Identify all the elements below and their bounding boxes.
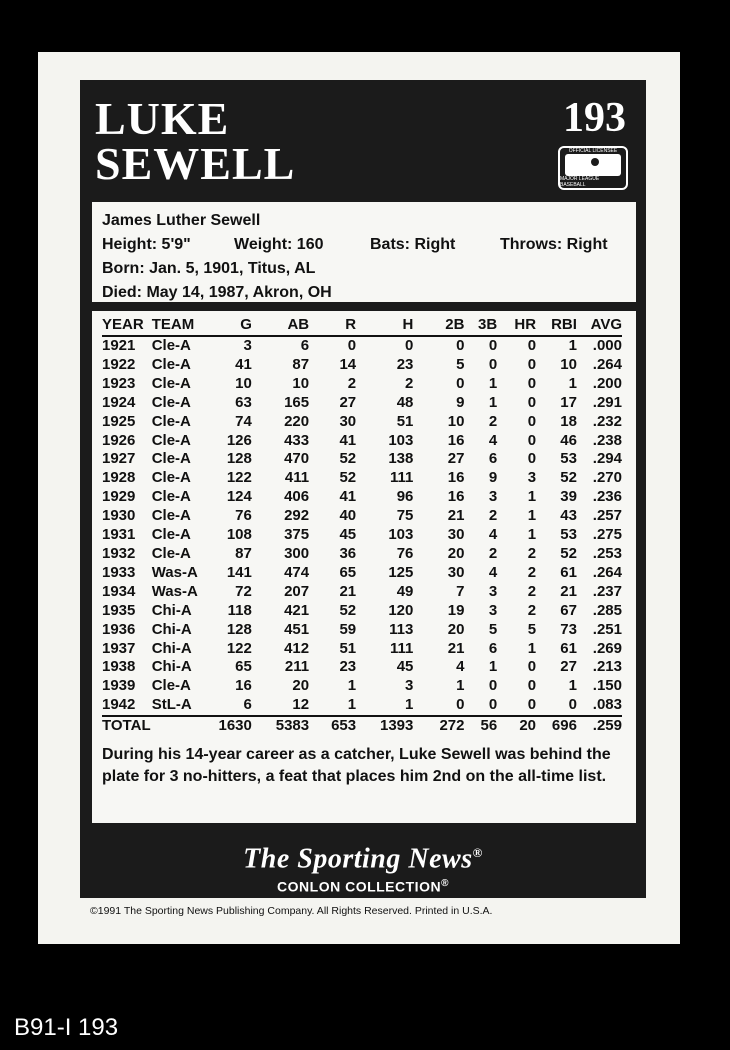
stats-row xyxy=(102,640,622,659)
stats-cell: 211 xyxy=(284,658,310,676)
stats-cell: 96 xyxy=(396,488,414,506)
stats-cell: 220 xyxy=(284,412,310,430)
stats-cell: 1 xyxy=(527,526,537,544)
stats-cell: 20 xyxy=(447,620,465,638)
stats-cell: 2 xyxy=(488,544,498,562)
stats-cell: 141 xyxy=(226,563,252,581)
stats-cell: 2 xyxy=(527,582,537,600)
stats-cell: 16 xyxy=(447,431,465,449)
stats-cell: Cle-A xyxy=(151,677,191,695)
stats-cell: 1 xyxy=(527,488,537,506)
stats-cell: 6 xyxy=(243,696,252,714)
weight: Weight: 160 xyxy=(234,236,324,253)
stats-cell: .083 xyxy=(592,696,622,714)
stats-cell: 2 xyxy=(488,412,498,430)
stats-cell: 2 xyxy=(488,507,498,525)
stats-cell: 1 xyxy=(456,677,465,695)
conlon-collection xyxy=(80,876,646,895)
player-name xyxy=(95,93,296,189)
stats-cell: Cle-A xyxy=(151,337,191,354)
stats-cell: 9 xyxy=(456,393,465,411)
stats-cell: 56 xyxy=(464,716,497,736)
stats-cell: 23 xyxy=(339,658,357,676)
stats-cell: .257 xyxy=(592,507,622,525)
stats-cell: 0 xyxy=(527,355,537,373)
stats-cell: 1933 xyxy=(102,563,136,581)
stats-cell: 73 xyxy=(560,620,577,638)
stats-cell: 0 xyxy=(527,696,537,714)
logo-caption-bottom: MAJOR LEAGUE BASEBALL xyxy=(560,176,600,188)
stats-cell: 412 xyxy=(284,639,310,657)
stats-header-r: R xyxy=(309,315,356,336)
stats-cell: 39 xyxy=(560,488,577,506)
stats-cell: Cle-A xyxy=(151,412,191,430)
stats-cell: 1928 xyxy=(102,469,136,487)
stats-cell: 272 xyxy=(413,716,464,736)
stats-cell: 72 xyxy=(235,582,252,600)
stats-cell: 51 xyxy=(339,639,357,657)
bats: Bats: Right xyxy=(370,236,456,253)
stats-cell: 41 xyxy=(339,488,357,506)
stats-cell: 4 xyxy=(456,658,465,676)
stats-cell: 1 xyxy=(568,337,577,354)
stats-cell: 27 xyxy=(447,450,465,468)
stats-row xyxy=(102,658,622,677)
stats-cell: Cle-A xyxy=(151,374,191,392)
stats-cell: 9 xyxy=(488,469,498,487)
stats-cell: 52 xyxy=(339,601,357,619)
stats-cell: Cle-A xyxy=(151,544,191,562)
bio-box xyxy=(92,202,636,302)
stats-cell: 1 xyxy=(568,677,577,695)
stats-row xyxy=(102,545,622,564)
stats-cell: Cle-A xyxy=(151,507,191,525)
stats-cell: Chi-A xyxy=(151,658,192,676)
stats-cell: 1938 xyxy=(102,658,136,676)
stats-cell: 1937 xyxy=(102,639,136,657)
stats-cell: 126 xyxy=(226,431,252,449)
stats-cell: 59 xyxy=(339,620,357,638)
stats-cell: 4 xyxy=(488,526,498,544)
stats-row xyxy=(102,564,622,583)
stats-cell: 128 xyxy=(226,450,252,468)
stats-cell: 46 xyxy=(560,431,577,449)
stats-cell: Cle-A xyxy=(151,431,191,449)
throws: Throws: Right xyxy=(500,236,608,253)
stats-cell: Chi-A xyxy=(151,620,192,638)
stats-cell: 74 xyxy=(235,412,252,430)
stats-cell: 45 xyxy=(396,658,414,676)
stats-cell: .232 xyxy=(592,412,622,430)
scan-label: B91-I 193 xyxy=(14,1014,119,1041)
stats-cell: 30 xyxy=(447,526,465,544)
stats-cell: 1 xyxy=(488,658,498,676)
stats-cell: .264 xyxy=(592,563,622,581)
stats-cell: 1 xyxy=(527,639,537,657)
collection-label: CONLON COLLECTION xyxy=(277,878,442,895)
stats-row xyxy=(102,583,622,602)
stats-cell: 1393 xyxy=(356,716,413,736)
stats-row xyxy=(102,677,622,696)
stats-row xyxy=(102,394,622,413)
stats-cell: .291 xyxy=(592,393,622,411)
stats-cell: 111 xyxy=(390,639,414,657)
stats-cell: 21 xyxy=(447,507,465,525)
stats-cell: 118 xyxy=(227,601,252,619)
stats-cell: .259 xyxy=(577,716,622,736)
stats-cell: 124 xyxy=(226,488,252,506)
career-blurb: During his 14-year career as a catcher, Luke Sewell was behind the plate for 3 no-hitters, a feat that places him 2nd on the all-time list. xyxy=(102,746,611,786)
stats-cell: StL-A xyxy=(151,696,192,714)
stats-cell: 2 xyxy=(527,544,537,562)
stats-row xyxy=(102,602,622,621)
stats-cell: 0 xyxy=(488,696,498,714)
stats-header-hr: HR xyxy=(497,315,536,336)
stats-cell: 2 xyxy=(347,374,357,392)
stats-cell: 300 xyxy=(284,544,310,562)
stats-header-ab: AB xyxy=(252,315,309,336)
player-last-name: SEWELL xyxy=(95,138,296,189)
stats-cell: Cle-A xyxy=(151,355,191,373)
stats-cell: Chi-A xyxy=(151,639,192,657)
card-number: 193 xyxy=(563,95,626,141)
stats-cell: 1930 xyxy=(102,507,136,525)
height: Height: 5'9" xyxy=(102,236,191,253)
brand-block xyxy=(80,836,646,895)
stats-cell xyxy=(152,716,213,736)
stats-table xyxy=(102,315,622,736)
registered-mark: ® xyxy=(472,845,483,860)
stats-header-2b: 2B xyxy=(413,315,464,336)
stats-cell: 1 xyxy=(568,374,577,392)
stats-cell: 2 xyxy=(527,563,537,581)
stats-cell: 0 xyxy=(488,677,498,695)
stats-cell: 3 xyxy=(243,337,252,354)
stats-header-rbi: RBI xyxy=(536,315,577,336)
stats-cell: 75 xyxy=(396,507,414,525)
stats-cell: 27 xyxy=(560,658,577,676)
stats-header-avg: AVG xyxy=(577,315,622,336)
stats-box xyxy=(92,311,636,823)
stats-cell: .269 xyxy=(592,639,622,657)
stats-cell: 12 xyxy=(292,696,310,714)
stats-cell: 1 xyxy=(488,374,498,392)
stats-cell: 48 xyxy=(396,393,414,411)
stats-cell: 30 xyxy=(339,412,357,430)
stats-cell: 0 xyxy=(527,450,537,468)
stats-cell: 3 xyxy=(488,582,498,600)
stats-cell: 470 xyxy=(284,450,310,468)
stats-cell: 16 xyxy=(447,469,465,487)
stats-cell: 292 xyxy=(284,507,310,525)
brand-name: The Sporting News xyxy=(243,843,473,875)
stats-cell: 0 xyxy=(527,393,537,411)
stats-header-row xyxy=(102,315,622,336)
stats-cell: 433 xyxy=(284,431,310,449)
stats-cell: 17 xyxy=(560,393,577,411)
stats-cell: 120 xyxy=(388,601,414,619)
stats-cell: 1630 xyxy=(213,716,252,736)
stats-cell: 0 xyxy=(527,677,537,695)
stats-cell: 1942 xyxy=(102,696,136,714)
stats-header-g: G xyxy=(213,315,252,336)
stats-cell: 67 xyxy=(560,601,577,619)
stats-cell: 20 xyxy=(497,716,536,736)
stats-cell: 1925 xyxy=(102,412,136,430)
stats-cell: .251 xyxy=(592,620,622,638)
stats-cell: 41 xyxy=(235,355,252,373)
stats-cell: 1923 xyxy=(102,374,136,392)
stats-cell: Cle-A xyxy=(151,488,191,506)
stats-cell: 1 xyxy=(405,696,414,714)
player-first-name: LUKE xyxy=(95,93,230,144)
stats-cell: .270 xyxy=(592,469,622,487)
stats-row xyxy=(102,621,622,640)
stats-cell: 451 xyxy=(284,620,310,638)
stats-cell: 65 xyxy=(339,563,357,581)
stats-cell: 0 xyxy=(456,696,465,714)
stats-cell: .238 xyxy=(592,431,622,449)
stats-cell: 2 xyxy=(405,374,414,392)
stats-total-row xyxy=(102,716,622,736)
stats-cell: 122 xyxy=(226,469,252,487)
stats-header-3b: 3B xyxy=(464,315,497,336)
stats-cell: 21 xyxy=(447,639,465,657)
full-name: James Luther Sewell xyxy=(102,212,261,229)
stats-cell: 21 xyxy=(339,582,357,600)
stats-cell: 18 xyxy=(560,412,577,430)
stats-row xyxy=(102,526,622,545)
stats-cell: 3 xyxy=(488,488,498,506)
stats-cell: 411 xyxy=(284,469,310,487)
stats-cell: 5 xyxy=(527,620,537,638)
stats-cell: 0 xyxy=(456,337,465,354)
stats-cell: 43 xyxy=(560,507,577,525)
stats-cell: 5383 xyxy=(252,716,309,736)
stats-cell: 0 xyxy=(527,374,537,392)
stats-cell: 36 xyxy=(339,544,357,562)
stats-cell: Chi-A xyxy=(151,601,192,619)
stats-cell: 1936 xyxy=(102,620,136,638)
stats-cell: 1922 xyxy=(102,355,136,373)
stats-cell: 108 xyxy=(226,526,252,544)
stats-cell: 128 xyxy=(226,620,252,638)
stats-cell: .213 xyxy=(592,658,622,676)
stats-cell: 52 xyxy=(560,544,577,562)
stats-cell: 406 xyxy=(284,488,310,506)
stats-cell: 0 xyxy=(527,337,537,354)
stats-cell: 1931 xyxy=(102,526,136,544)
stats-cell: 1 xyxy=(527,507,537,525)
stats-cell: 1 xyxy=(347,677,357,695)
stats-cell: Cle-A xyxy=(151,469,191,487)
mlb-logo-icon xyxy=(558,146,628,190)
stats-cell: 6 xyxy=(300,337,310,354)
stats-cell: 113 xyxy=(389,620,414,638)
stats-row xyxy=(102,336,622,356)
stats-cell: 27 xyxy=(339,393,357,411)
stats-cell: Was-A xyxy=(151,582,198,600)
stats-cell: 4 xyxy=(488,563,498,581)
stats-row xyxy=(102,375,622,394)
stats-cell: Cle-A xyxy=(151,450,191,468)
stats-cell: 474 xyxy=(284,563,310,581)
stats-cell: 0 xyxy=(527,412,537,430)
stats-cell: 16 xyxy=(447,488,465,506)
stats-cell: 1 xyxy=(347,696,357,714)
stats-cell: 40 xyxy=(339,507,357,525)
stats-cell: Was-A xyxy=(151,563,198,581)
stats-cell: 0 xyxy=(405,337,414,354)
stats-cell: 87 xyxy=(292,355,310,373)
stats-cell: 53 xyxy=(560,450,577,468)
stats-cell: .236 xyxy=(592,488,622,506)
stats-cell: 14 xyxy=(339,355,357,373)
stats-header-h: H xyxy=(356,315,413,336)
stats-cell: 1929 xyxy=(102,488,136,506)
stats-cell: 1934 xyxy=(102,582,136,600)
stats-cell: 76 xyxy=(235,507,252,525)
stats-cell: 52 xyxy=(339,450,357,468)
stats-cell: 421 xyxy=(284,601,310,619)
stats-cell: .253 xyxy=(592,544,622,562)
stats-cell: 3 xyxy=(488,601,498,619)
stats-cell: .264 xyxy=(592,355,622,373)
sporting-news-logo xyxy=(80,836,646,876)
stats-cell: 1926 xyxy=(102,431,136,449)
copyright-text: ©1991 The Sporting News Publishing Company. All Rights Reserved. Printed in U.S.A. xyxy=(90,905,493,917)
stats-cell: 49 xyxy=(396,582,414,600)
stats-cell: .237 xyxy=(592,582,622,600)
stats-cell: .275 xyxy=(592,526,622,544)
stats-cell: 207 xyxy=(284,582,310,600)
stats-cell: 61 xyxy=(560,639,577,657)
stats-cell: 53 xyxy=(560,526,577,544)
stats-row xyxy=(102,450,622,469)
stats-cell: .000 xyxy=(592,337,622,354)
born: Born: Jan. 5, 1901, Titus, AL xyxy=(102,260,316,277)
stats-cell: 63 xyxy=(235,393,252,411)
stats-cell: 1924 xyxy=(102,393,136,411)
stats-cell: Cle-A xyxy=(151,393,191,411)
stats-cell: 103 xyxy=(388,431,414,449)
stats-cell: .294 xyxy=(592,450,622,468)
stats-cell: 0 xyxy=(527,658,537,676)
stats-cell: TOTAL xyxy=(102,717,151,735)
stats-cell: 6 xyxy=(488,450,498,468)
stats-cell: 16 xyxy=(235,677,252,695)
stats-cell: 3 xyxy=(405,677,414,695)
stats-cell: 87 xyxy=(235,544,252,562)
stats-cell: 10 xyxy=(292,374,310,392)
stats-cell: 45 xyxy=(339,526,357,544)
stats-row xyxy=(102,696,622,716)
stats-cell: 111 xyxy=(390,469,414,487)
stats-cell: 20 xyxy=(447,544,465,562)
collection-registered-mark: ® xyxy=(441,878,449,890)
stats-cell: 6 xyxy=(488,639,498,657)
stats-row xyxy=(102,488,622,507)
stats-header-year: YEAR xyxy=(102,315,152,336)
stats-cell: 0 xyxy=(488,337,498,354)
stats-cell: 1921 xyxy=(102,337,136,354)
stats-cell: 103 xyxy=(388,526,414,544)
stats-cell: 125 xyxy=(388,563,414,581)
stats-cell: 696 xyxy=(536,716,577,736)
stats-cell: 23 xyxy=(396,355,414,373)
stats-cell: 41 xyxy=(339,431,357,449)
stats-row xyxy=(102,507,622,526)
stats-cell: Cle-A xyxy=(151,526,191,544)
stats-cell: 19 xyxy=(447,601,465,619)
stats-cell: 0 xyxy=(568,696,577,714)
stats-cell: 1 xyxy=(488,393,498,411)
stats-cell: 1932 xyxy=(102,544,136,562)
stats-cell: 10 xyxy=(560,355,577,373)
stats-cell: 10 xyxy=(235,374,252,392)
stats-cell: 10 xyxy=(447,412,465,430)
stats-cell: 20 xyxy=(292,677,310,695)
stats-cell: 1939 xyxy=(102,677,136,695)
stats-cell: 165 xyxy=(284,393,310,411)
died: Died: May 14, 1987, Akron, OH xyxy=(102,284,332,301)
stats-cell: .200 xyxy=(592,374,622,392)
stats-row xyxy=(102,469,622,488)
stats-row xyxy=(102,356,622,375)
stats-cell: 0 xyxy=(456,374,465,392)
stats-cell: 51 xyxy=(396,412,414,430)
stats-cell: 30 xyxy=(447,563,465,581)
stats-cell: 7 xyxy=(456,582,465,600)
stats-cell: 4 xyxy=(488,431,498,449)
stats-cell: 76 xyxy=(396,544,414,562)
stats-cell: 1927 xyxy=(102,450,136,468)
stats-cell: 61 xyxy=(560,563,577,581)
stats-row xyxy=(102,432,622,451)
stats-cell: 138 xyxy=(388,450,414,468)
stats-cell: 375 xyxy=(284,526,310,544)
stats-cell: 0 xyxy=(347,337,357,354)
stats-cell: 1935 xyxy=(102,601,136,619)
stats-cell: 5 xyxy=(456,355,465,373)
stats-cell: .150 xyxy=(592,677,622,695)
stats-header-team: TEAM xyxy=(152,315,213,336)
stats-cell: 653 xyxy=(309,716,356,736)
logo-caption-top: OFFICIAL LICENSEE xyxy=(568,148,618,154)
stats-cell: 65 xyxy=(235,658,252,676)
stats-cell: .285 xyxy=(592,601,622,619)
stats-cell: 0 xyxy=(527,431,537,449)
stats-cell: 52 xyxy=(339,469,357,487)
stats-cell: 21 xyxy=(560,582,577,600)
stats-cell: 52 xyxy=(560,469,577,487)
stats-cell: 0 xyxy=(488,355,498,373)
stats-cell: 122 xyxy=(226,639,252,657)
stats-cell: 3 xyxy=(527,469,537,487)
stats-row xyxy=(102,413,622,432)
stats-cell: 5 xyxy=(488,620,498,638)
stats-cell: 2 xyxy=(527,601,537,619)
